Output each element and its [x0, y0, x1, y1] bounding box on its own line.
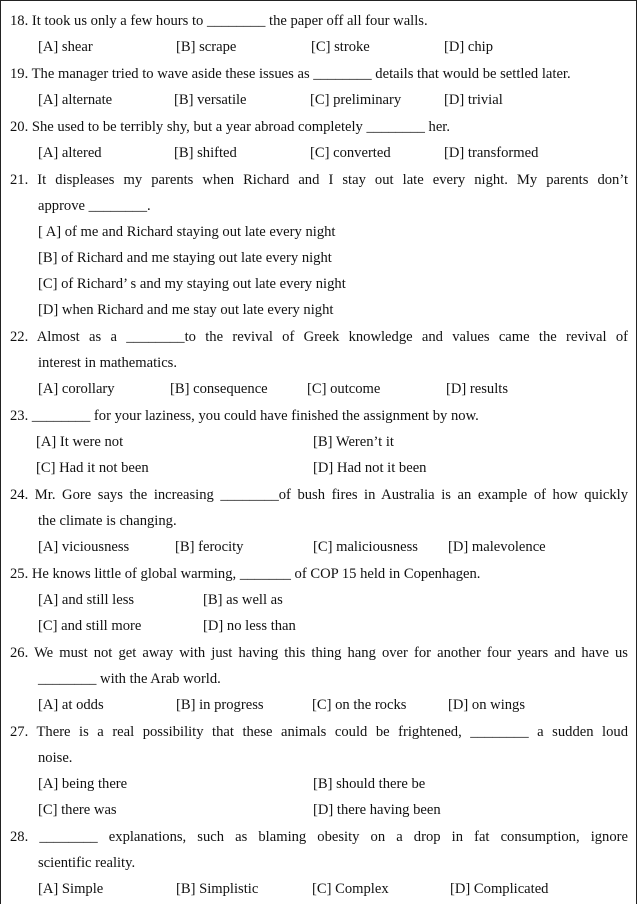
question-26-option-d[interactable]: [D] on wings — [448, 697, 526, 713]
question-18-option-a[interactable]: [A] shear — [38, 39, 93, 55]
question-19-option-d[interactable]: [D] trivial — [444, 92, 503, 108]
question-20-option-a[interactable]: [A] altered — [38, 145, 102, 161]
question-26-option-a[interactable]: [A] at odds — [38, 697, 104, 713]
question-26-stem-line-1: 26. We must not get away with just having this thing hang over for another four years and have us — [10, 645, 628, 661]
question-22-option-a[interactable]: [A] corollary — [38, 381, 115, 397]
question-28-stem-line-1: 28. ________ explanations, such as blaming obesity on a drop in fat consumption, ignore — [10, 829, 628, 845]
question-18-option-b[interactable]: [B] scrape — [176, 39, 237, 55]
question-21-option-d[interactable]: [D] when Richard and me stay out late every night — [38, 302, 334, 318]
question-21-stem-line-2: approve ________. — [38, 198, 151, 214]
question-25-option-c[interactable]: [C] and still more — [38, 618, 142, 634]
question-26-option-c[interactable]: [C] on the rocks — [312, 697, 407, 713]
question-23-option-c[interactable]: [C] Had it not been — [36, 460, 149, 476]
question-19-option-b[interactable]: [B] versatile — [174, 92, 247, 108]
question-24-option-d[interactable]: [D] malevolence — [448, 539, 546, 555]
question-20-option-c[interactable]: [C] converted — [310, 145, 391, 161]
question-21-option-a[interactable]: [ A] of me and Richard staying out late every night — [38, 224, 336, 240]
question-25-option-a[interactable]: [A] and still less — [38, 592, 135, 608]
question-19-option-a[interactable]: [A] alternate — [38, 92, 113, 108]
question-23-stem: 23. ________ for your laziness, you could have finished the assignment by now. — [10, 408, 479, 424]
question-22-stem-line-2: interest in mathematics. — [38, 355, 178, 371]
question-26-stem-line-2: ________ with the Arab world. — [38, 671, 221, 687]
question-24-stem-line-2: the climate is changing. — [38, 513, 177, 529]
question-19-option-c[interactable]: [C] preliminary — [310, 92, 402, 108]
question-26-option-b[interactable]: [B] in progress — [176, 697, 264, 713]
question-28-option-b[interactable]: [B] Simplistic — [176, 881, 259, 897]
question-27-option-b[interactable]: [B] should there be — [313, 776, 426, 792]
question-23-option-b[interactable]: [B] Weren’t it — [313, 434, 394, 450]
question-18-option-d[interactable]: [D] chip — [444, 39, 494, 55]
question-28-option-d[interactable]: [D] Complicated — [450, 881, 549, 897]
question-21-stem-line-1: 21. It displeases my parents when Richard and I stay out late every night. My parents don’t — [10, 172, 628, 188]
question-27-option-d[interactable]: [D] there having been — [313, 802, 441, 818]
question-22-option-d[interactable]: [D] results — [446, 381, 509, 397]
question-21-option-b[interactable]: [B] of Richard and me staying out late every night — [38, 250, 332, 266]
question-20-stem: 20. She used to be terribly shy, but a year abroad completely ________ her. — [10, 119, 450, 135]
question-19-stem: 19. The manager tried to wave aside these issues as ________ details that would be settled later. — [10, 66, 571, 82]
question-23-option-d[interactable]: [D] Had not it been — [313, 460, 427, 476]
question-25-stem: 25. He knows little of global warming, _______ of COP 15 held in Copenhagen. — [10, 566, 481, 582]
question-27-stem-line-1: 27. There is a real possibility that these animals could be frightened, ________ a sudden loud — [10, 724, 628, 740]
question-27-option-a[interactable]: [A] being there — [38, 776, 128, 792]
question-25-option-b[interactable]: [B] as well as — [203, 592, 283, 608]
question-22-option-b[interactable]: [B] consequence — [170, 381, 268, 397]
question-18-option-c[interactable]: [C] stroke — [311, 39, 370, 55]
question-22-option-c[interactable]: [C] outcome — [307, 381, 381, 397]
question-27-stem-line-2: noise. — [38, 750, 73, 766]
question-20-option-d[interactable]: [D] transformed — [444, 145, 539, 161]
question-24-option-a[interactable]: [A] viciousness — [38, 539, 130, 555]
question-21-option-c[interactable]: [C] of Richard’ s and my staying out late every night — [38, 276, 346, 292]
question-24-option-c[interactable]: [C] maliciousness — [313, 539, 418, 555]
question-22-stem-line-1: 22. Almost as a ________to the revival of Greek knowledge and values came the revival of — [10, 329, 628, 345]
question-28-option-a[interactable]: [A] Simple — [38, 881, 104, 897]
question-24-option-b[interactable]: [B] ferocity — [175, 539, 244, 555]
question-25-option-d[interactable]: [D] no less than — [203, 618, 296, 634]
question-28-option-c[interactable]: [C] Complex — [312, 881, 389, 897]
question-18-stem: 18. It took us only a few hours to ________ the paper off all four walls. — [10, 13, 428, 29]
question-28-stem-line-2: scientific reality. — [38, 855, 136, 871]
question-20-option-b[interactable]: [B] shifted — [174, 145, 237, 161]
question-24-stem-line-1: 24. Mr. Gore says the increasing ________of bush fires in Australia is an example of how quickly — [10, 487, 628, 503]
question-27-option-c[interactable]: [C] there was — [38, 802, 117, 818]
question-23-option-a[interactable]: [A] It were not — [36, 434, 124, 450]
